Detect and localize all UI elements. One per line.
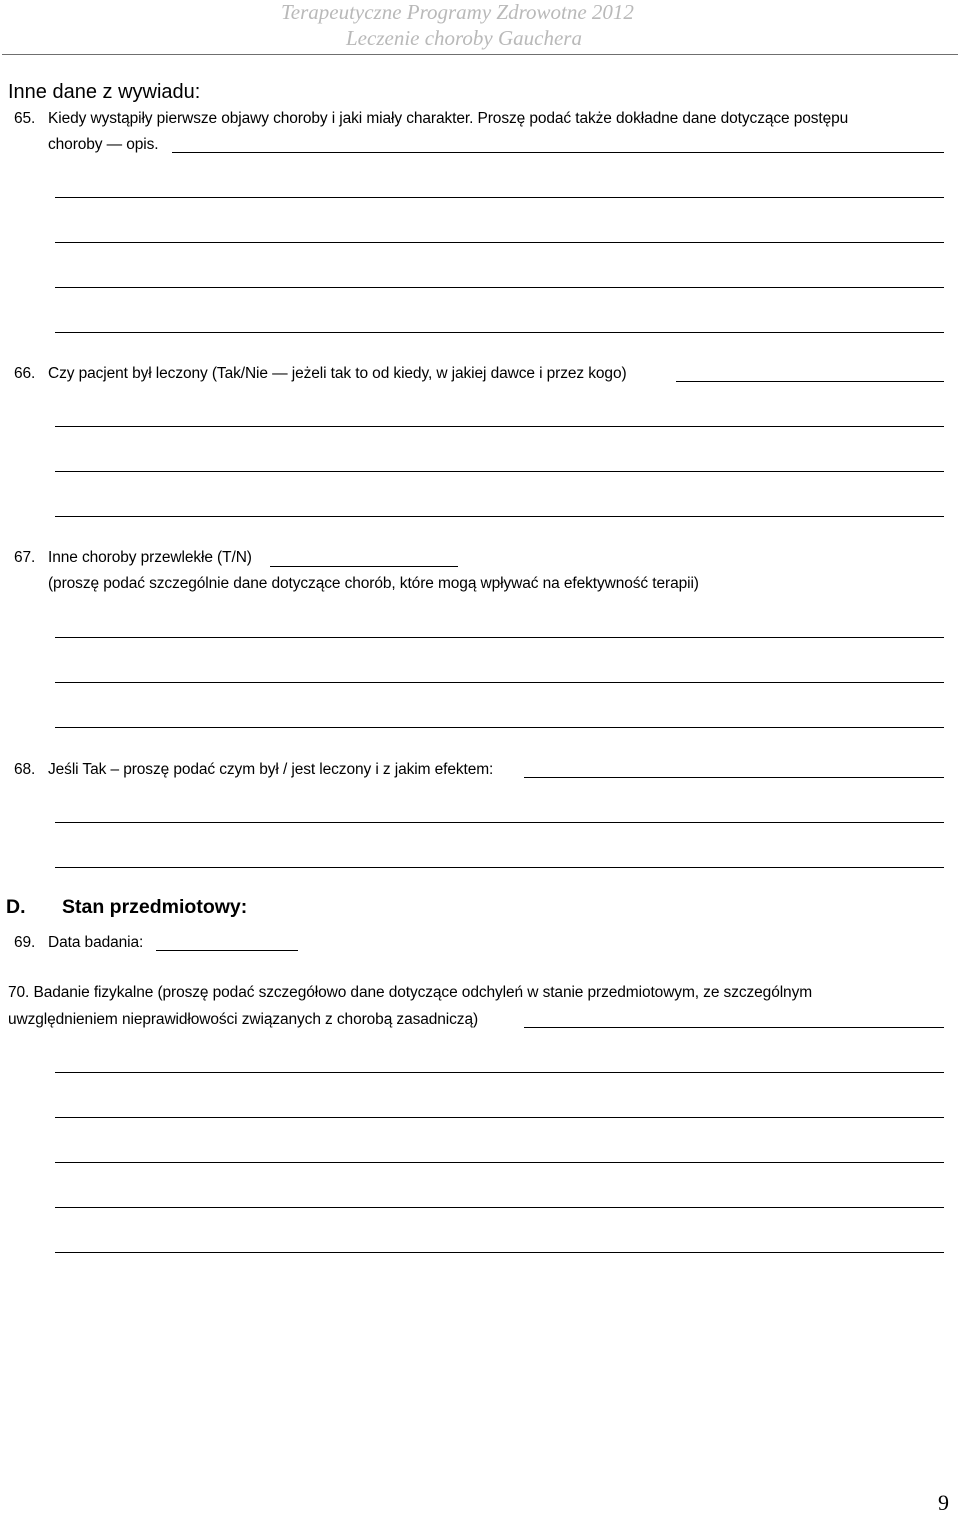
header-title: Terapeutyczne Programy Zdrowotne 2012 xyxy=(281,0,634,24)
question-69-number: 69. xyxy=(14,934,36,951)
answer-line[interactable] xyxy=(55,242,944,243)
answer-line[interactable] xyxy=(55,822,944,823)
header-divider xyxy=(2,54,958,55)
question-65 xyxy=(14,110,848,128)
question-66-text: Czy pacjent był leczony (Tak/Nie — jeżeli tak to od kiedy, w jakiej dawce i przez kogo) xyxy=(48,365,627,382)
question-68-text: Jeśli Tak – proszę podać czym był / jest leczony i z jakim efektem: xyxy=(48,761,494,778)
answer-line[interactable] xyxy=(676,381,944,382)
answer-line[interactable] xyxy=(55,727,944,728)
question-70-text-line2: uwzględnieniem nieprawidłowości związanych z chorobą zasadniczą) xyxy=(8,1011,479,1028)
question-67-number: 67. xyxy=(14,549,36,566)
question-65-text-line2: choroby — opis. xyxy=(48,136,159,153)
question-65-number: 65. xyxy=(14,110,36,127)
question-67-text-line2: (proszę podać szczególnie dane dotyczące chorób, które mogą wpływać na efektywność terapii) xyxy=(48,575,699,592)
question-68 xyxy=(14,761,493,779)
question-66 xyxy=(14,365,627,383)
date-answer-line[interactable] xyxy=(156,950,298,951)
answer-line[interactable] xyxy=(55,867,944,868)
question-68-number: 68. xyxy=(14,761,36,778)
answer-line[interactable] xyxy=(55,1162,944,1163)
answer-line[interactable] xyxy=(55,516,944,517)
section-title: Inne dane z wywiadu: xyxy=(8,81,201,103)
answer-line[interactable] xyxy=(55,287,944,288)
answer-line[interactable] xyxy=(172,152,944,153)
answer-line[interactable] xyxy=(55,426,944,427)
question-67-text-line1: Inne choroby przewlekłe (T/N) xyxy=(48,549,252,566)
section-d-title: Stan przedmiotowy: xyxy=(62,896,248,918)
question-65-text-line1: Kiedy wystąpiły pierwsze objawy choroby i jaki miały charakter. Proszę podać także dokładne dane dotyczące postępu xyxy=(48,110,849,127)
answer-line[interactable] xyxy=(55,1117,944,1118)
header-subtitle: Leczenie choroby Gauchera xyxy=(346,26,582,50)
section-d-letter: D. xyxy=(6,896,26,918)
answer-line[interactable] xyxy=(55,1072,944,1073)
answer-line[interactable] xyxy=(55,332,944,333)
question-69-text: Data badania: xyxy=(48,934,144,951)
answer-line[interactable] xyxy=(55,197,944,198)
answer-line-short[interactable] xyxy=(270,566,458,567)
answer-line[interactable] xyxy=(55,471,944,472)
answer-line[interactable] xyxy=(55,1252,944,1253)
question-70-text-line1: 70. Badanie fizykalne (proszę podać szczegółowo dane dotyczące odchyleń w stanie przedmiotowym, ze szczególnym xyxy=(8,984,813,1001)
answer-line[interactable] xyxy=(524,777,944,778)
question-67 xyxy=(14,549,252,567)
answer-line[interactable] xyxy=(55,1207,944,1208)
question-69 xyxy=(14,934,143,952)
answer-line[interactable] xyxy=(524,1027,944,1028)
answer-line[interactable] xyxy=(55,637,944,638)
question-66-number: 66. xyxy=(14,365,36,382)
answer-line[interactable] xyxy=(55,682,944,683)
page-number: 9 xyxy=(938,1490,949,1515)
